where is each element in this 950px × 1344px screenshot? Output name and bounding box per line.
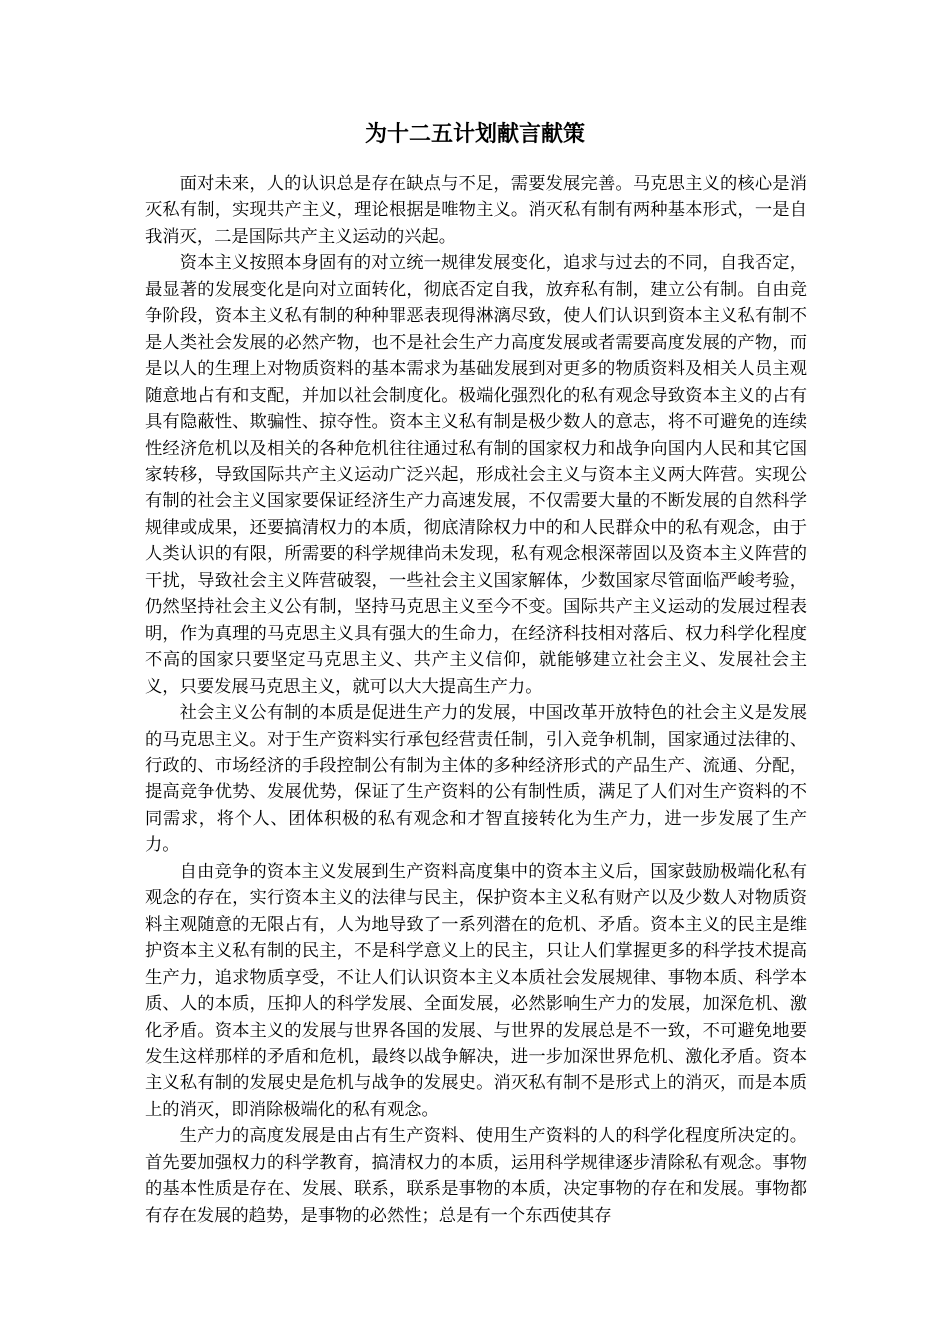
document-title: 为十二五计划献言献策 (364, 122, 585, 147)
paragraph: 生产力的高度发展是由占有生产资料、使用生产资料的人的科学化程度所决定的。首先要加强权力的科学教育，搞清权力的本质，运用科学规律逐步清除私有观念。事物的基本性质是存在、发展、联系，联系是事物的本质，决定事物的存在和发展。事物都有存在发展的趋势，是事物的必然性；总是有一个东西使其存 (145, 1126, 807, 1226)
document-body (145, 171, 807, 1229)
paragraph: 社会主义公有制的本质是促进生产力的发展，中国改革开放特色的社会主义是发展的马克思主义。对于生产资料实行承包经营责任制，引入竞争机制，国家通过法律的、行政的、市场经济的手段控制公有制为主体的多种经济形式的产品生产、流通、分配，提高竞争优势、发展优势，保证了生产资料的公有制性质，满足了人们对生产资料的不同需求，将个人、团体积极的私有观念和才智直接转化为生产力，进一步发展了生产力。 (145, 703, 807, 856)
paragraph: 资本主义按照本身固有的对立统一规律发展变化，追求与过去的不同，自我否定，最显著的发展变化是向对立面转化，彻底否定自我，放弃私有制，建立公有制。自由竞争阶段，资本主义私有制的种种罪恶表现得淋漓尽致，使人们认识到资本主义私有制不是人类社会发展的必然产物，也不是社会生产力高度发展或者需要高度发展的产物，而是以人的生理上对物质资料的基本需求为基础发展到对更多的物质资料及相关人员主观随意地占有和支配，并加以社会制度化。极端化强烈化的私有观念导致资本主义的占有具有隐蔽性、欺骗性、掠夺性。资本主义私有制是极少数人的意志，将不可避免的连续性经济危机以及相关的各种危机往往通过私有制的国家权力和战争向国内人民和其它国家转移，导致国际共产主义运动广泛兴起，形成社会主义与资本主义两大阵营。实现公有制的社会主义国家要保证经济生产力高速发展，不仅需要大量的不断发展的自然科学规律或成果，还要搞清权力的本质，彻底清除权力中的和人民群众中的私有观念，由于人类认识的有限，所需要的科学规律尚未发现，私有观念根深蒂固以及资本主义阵营的干扰，导致社会主义阵营破裂，一些社会主义国家解体，少数国家尽管面临严峻考验，仍然坚持社会主义公有制，坚持马克思主义至今不变。国际共产主义运动的发展过程表明，作为真理的马克思主义具有强大的生命力，在经济科技相对落后、权力科学化程度不高的国家只要坚定马克思主义、共产主义信仰，就能够建立社会主义、发展社会主义，只要发展马克思主义，就可以大大提高生产力。 (145, 253, 807, 697)
paragraph: 自由竞争的资本主义发展到生产资料高度集中的资本主义后，国家鼓励极端化私有观念的存在，实行资本主义的法律与民主，保护资本主义私有财产以及少数人对物质资料主观随意的无限占有，人为地导致了一系列潜在的危机、矛盾。资本主义的民主是维护资本主义私有制的民主，不是科学意义上的民主，只让人们掌握更多的科学技术提高生产力，追求物质享受，不让人们认识资本主义本质社会发展规律、事物本质、科学本质、人的本质，压抑人的科学发展、全面发展，必然影响生产力的发展，加深危机、激化矛盾。资本主义的发展与世界各国的发展、与世界的发展总是不一致，不可避免地要发生这样那样的矛盾和危机，最终以战争解决，进一步加深世界危机、激化矛盾。资本主义私有制的发展史是危机与战争的发展史。消灭私有制不是形式上的消灭，而是本质上的消灭，即消除极端化的私有观念。 (145, 861, 807, 1120)
paragraph: 面对未来，人的认识总是存在缺点与不足，需要发展完善。马克思主义的核心是消灭私有制，实现共产主义，理论根据是唯物主义。消灭私有制有两种基本形式，一是自我消灭，二是国际共产主义运动的兴起。 (145, 174, 807, 247)
